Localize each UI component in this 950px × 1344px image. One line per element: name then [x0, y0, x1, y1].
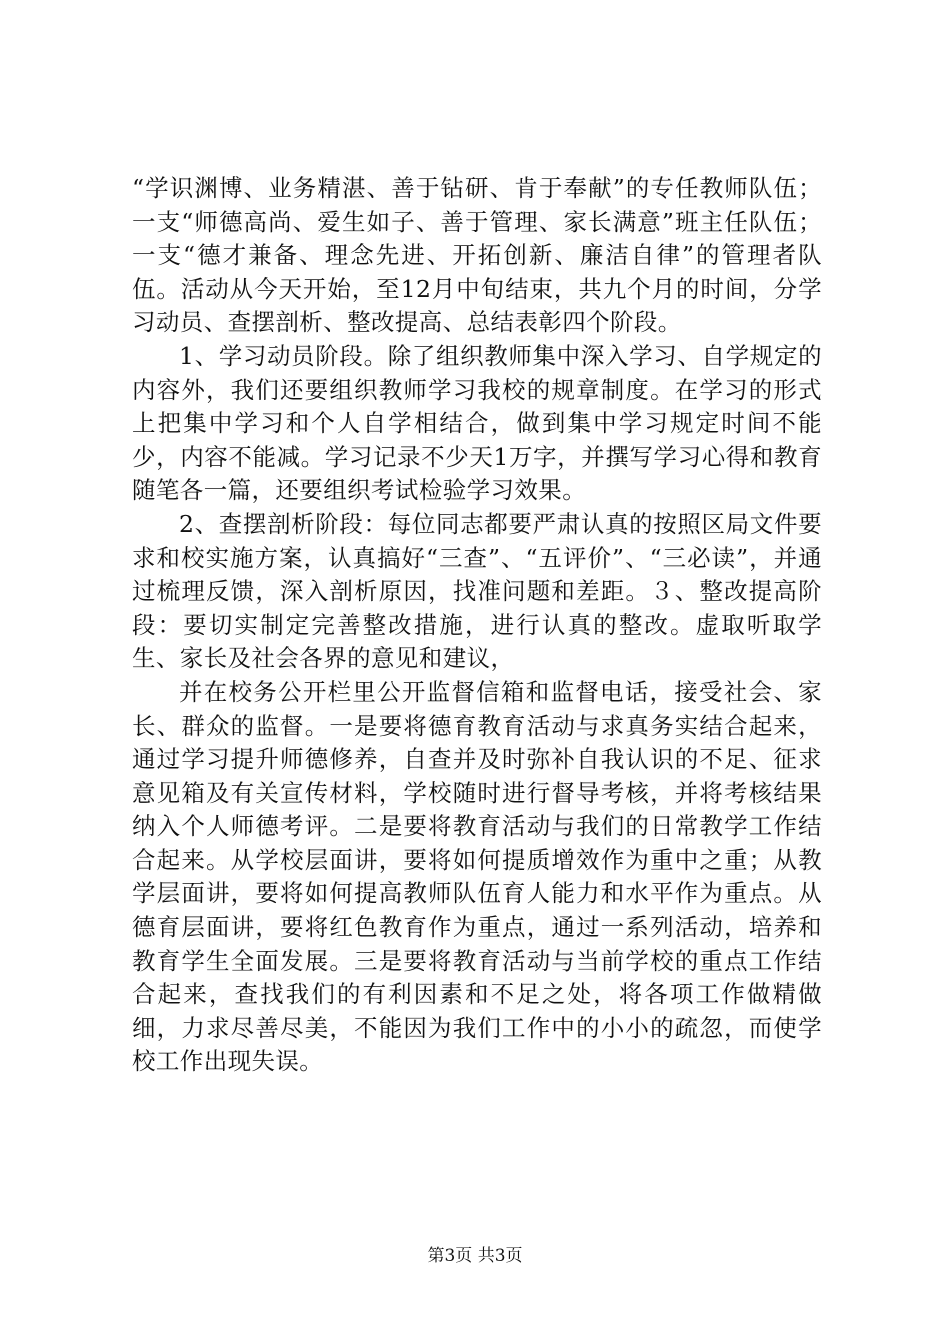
paragraph-stage-2-3: 2、查摆剖析阶段：每位同志都要严肃认真的按照区局文件要求和校实施方案，认真搞好“三查”、“五评价”、“三必读”，并通过梳理反馈，深入剖析原因，找准问题和差距。３、整改提高阶段：要切实制定完善整改措施，进行认真的整改。虚取听取学生、家长及社会各界的意见和建议， [132, 509, 822, 673]
page-footer: 第3页 共3页 [427, 1246, 523, 1266]
paragraph-continuation: “学识渊博、业务精湛、善于钻研、肯于奉献”的专任教师队伍；一支“师德高尚、爱生如子、善于管理、家长满意”班主任队伍；一支“德才兼备、理念先进、开拓创新、廉洁自律”的管理者队伍。活动从今天开始，至12月中旬结束，共九个月的时间，分学习动员、查摆剖析、整改提高、总结表彰四个阶段。 [132, 174, 822, 337]
paragraph-stage-1: 1、学习动员阶段。除了组织教师集中深入学习、自学规定的内容外，我们还要组织教师学习我校的规章制度。在学习的形式上把集中学习和个人自学相结合，做到集中学习规定时间不能少，内容不能减。学习记录不少天1万字，并撰写学习心得和教育随笔各一篇，还要组织考试检验学习效果。 [132, 341, 822, 505]
paragraph-supervision: 并在校务公开栏里公开监督信箱和监督电话，接受社会、家长、群众的监督。一是要将德育教育活动与求真务实结合起来，通过学习提升师德修养，自查并及时弥补自我认识的不足、征求意见箱及有关宣传材料，学校随时进行督导考核，并将考核结果纳入个人师德考评。二是要将教育活动与我们的日常教学工作结合起来。从学校层面讲，要将如何提质增效作为重中之重；从教学层面讲，要将如何提高教师队伍育人能力和水平作为重点。从德育层面讲，要将红色教育作为重点，通过一系列活动，培养和教育学生全面发展。三是要将教育活动与当前学校的重点工作结合起来，查找我们的有利因素和不足之处，将各项工作做精做细，力求尽善尽美，不能因为我们工作中的小小的疏忽，而使学校工作出现失误。 [132, 677, 822, 1076]
document-body [132, 172, 822, 1079]
